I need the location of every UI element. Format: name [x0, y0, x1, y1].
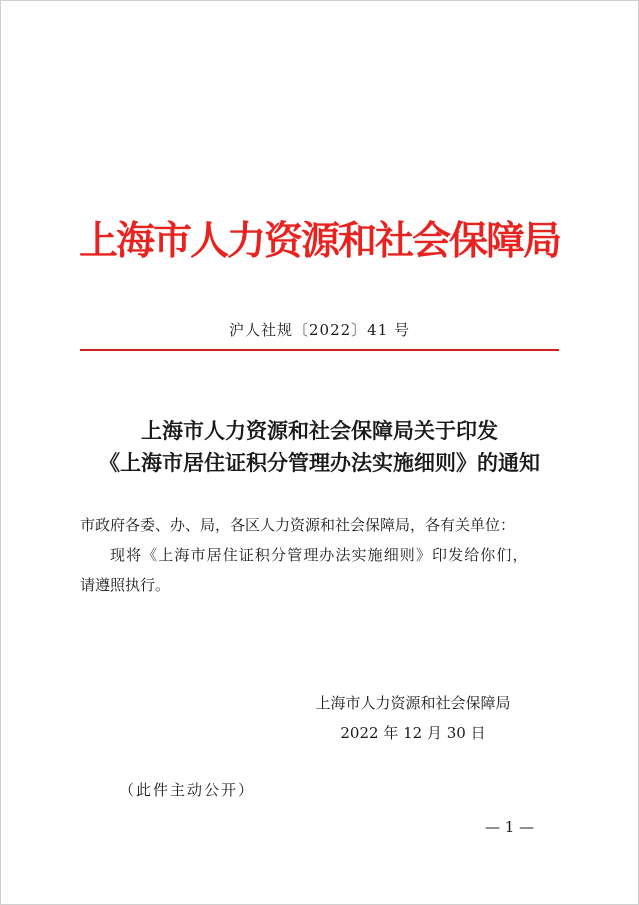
title-line-1: 上海市人力资源和社会保障局关于印发	[141, 418, 498, 443]
document-number: 沪人社规〔2022〕41 号	[228, 321, 411, 339]
recipients-line: 市政府各委、办、局，各区人力资源和社会保障局，各有关单位：	[80, 516, 516, 534]
page-number: — 1 —	[485, 818, 535, 836]
disclosure-note: （此件主动公开）	[119, 781, 256, 799]
document-body	[80, 510, 560, 600]
document-title	[1, 415, 638, 479]
title-line-2: 《上海市居住证积分管理办法实施细则》的通知	[99, 450, 540, 475]
signature-date: 2022 年 12 月 30 日	[340, 724, 486, 742]
agency-header: 上海市人力资源和社会保障局	[78, 218, 560, 264]
red-divider-line	[80, 349, 559, 351]
body-paragraph-line-2: 请遵照执行。	[80, 576, 171, 594]
signature-organization: 上海市人力资源和社会保障局	[315, 694, 511, 712]
signature-block	[303, 688, 523, 748]
body-paragraph-line-1: 现将《上海市居住证积分管理办法实施细则》印发给你们，	[110, 546, 529, 564]
